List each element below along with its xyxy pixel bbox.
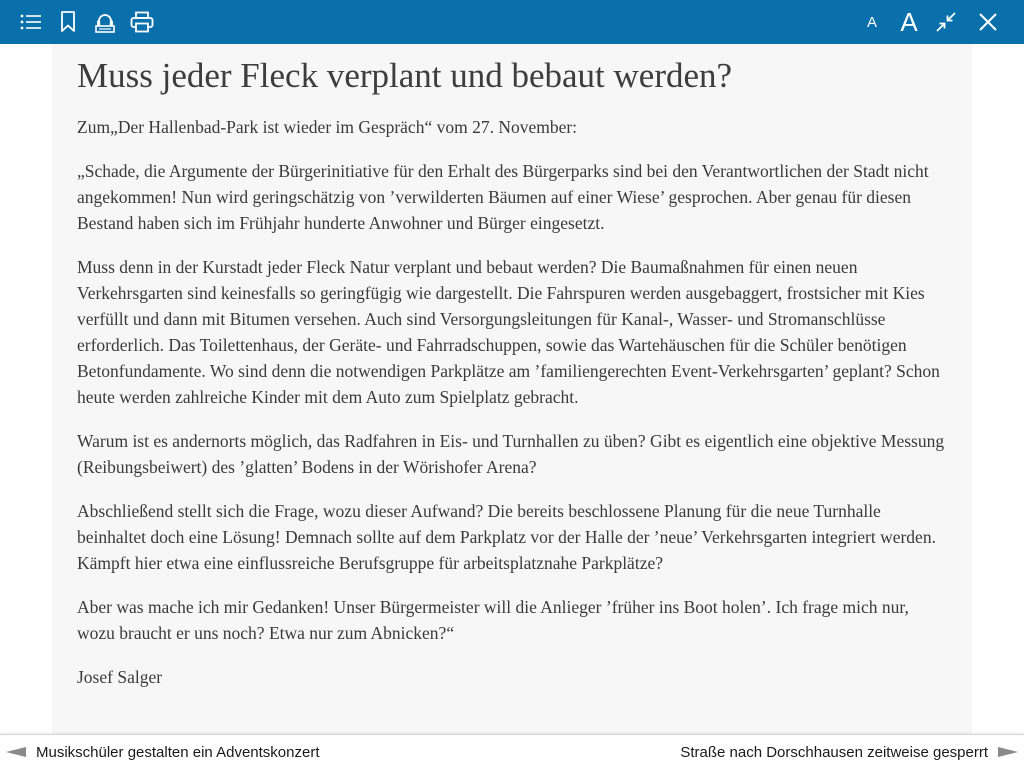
article-headline: Muss jeder Fleck verplant und bebaut werden? bbox=[77, 56, 733, 95]
article-paragraph: Warum ist es andernorts möglich, das Radfahren in Eis- und Turnhallen zu üben? Gibt es eigentlich eine objektive Messung (Reibungsbeiwert) des ’glatten’ Bodens in der Wörishofer Arena? bbox=[77, 431, 945, 477]
previous-article-label: Musikschüler gestalten ein Adventskonzert bbox=[36, 743, 320, 761]
article-paragraph: Muss denn in der Kurstadt jeder Fleck Natur verplant und bebaut werden? Die Baumaßnahmen für einen neuen Verkehrsgarten sind keinesfalls so geringfügig wie dargestellt. Die Fahrspuren werden ausgebaggert, frostsicher mit Kies verfüllt und dann mit Bitumen versehen. Auch sind Versorgungsleitungen für Kanal-, Wasser- und Stromanschlüsse erforderlich. Das Toilettenhaus, der Geräte- und Fahrradschuppen, sowie das Wartehäuschen für die Schüler benötigen Betonfundamente. Wo sind denn die notwendigen Parkplätze am ’familiengerechten Event-Verkehrsgarten’ geplant? Schon heute werden zahlreiche Kinder mit dem Auto zum Spielplatz gebracht. bbox=[77, 257, 940, 407]
close-icon bbox=[979, 13, 997, 31]
close-button[interactable] bbox=[970, 0, 1006, 44]
article-paragraph: Zum„Der Hallenbad-Park ist wieder im Gespräch“ vom 27. November: bbox=[77, 117, 578, 137]
article-paragraph: Aber was mache ich mir Gedanken! Unser Bürgermeister will die Anlieger ’früher ins Boot holen’. Ich frage mich nur, wozu braucht er uns noch? Etwa nur zum Abnicken?“ bbox=[77, 597, 909, 643]
article-paragraph: Abschließend stellt sich die Frage, wozu dieser Aufwand? Die bereits beschlossene Planung für die neue Turnhalle beinhaltet doch eine Lösung! Demnach sollte auf dem Parkplatz vor der Halle der ’neue’ Verkehrsgarten integriert werden. Kämpft hier etwa eine einflussreiche Berufsgruppe für arbeitsplatznahe Parkplätze? bbox=[77, 501, 936, 573]
exit-fullscreen-button[interactable] bbox=[928, 0, 964, 44]
table-of-contents-button[interactable] bbox=[13, 0, 49, 44]
list-icon bbox=[20, 14, 42, 30]
read-aloud-button[interactable] bbox=[87, 0, 123, 44]
article-navigation-bar bbox=[0, 734, 1024, 769]
font-large-label: A bbox=[900, 6, 918, 37]
arrow-right-icon bbox=[998, 747, 1018, 757]
article-paragraph: „Schade, die Argumente der Bürgerinitiative für den Erhalt des Bürgerparks sind bei den Verantwortlichen der Stadt nicht angekommen! Nun wird geringschätzig von ’verwilderten Bäumen auf einer Wiese’ gesprochen. Aber genau für diesen Bestand haben sich im Frühjahr hunderte Anwohner und Bürger eingesetzt. bbox=[77, 161, 929, 233]
print-icon bbox=[130, 11, 154, 33]
arrow-left-icon bbox=[6, 747, 26, 757]
next-article-label: Straße nach Dorschhausen zeitweise gesperrt bbox=[680, 743, 988, 761]
next-article-link[interactable] bbox=[680, 735, 1018, 769]
article-panel bbox=[52, 44, 972, 734]
bookmark-icon bbox=[60, 11, 76, 33]
previous-article-link[interactable] bbox=[6, 735, 319, 769]
read-aloud-icon bbox=[93, 11, 117, 33]
print-button[interactable] bbox=[124, 0, 160, 44]
decrease-font-button[interactable] bbox=[854, 0, 890, 44]
article bbox=[77, 56, 947, 708]
top-toolbar bbox=[0, 0, 1024, 44]
font-small-label: A bbox=[866, 13, 877, 31]
bookmark-button[interactable] bbox=[50, 0, 86, 44]
article-author: Josef Salger bbox=[77, 667, 163, 687]
increase-font-button[interactable] bbox=[891, 0, 927, 44]
shrink-icon bbox=[936, 12, 956, 32]
